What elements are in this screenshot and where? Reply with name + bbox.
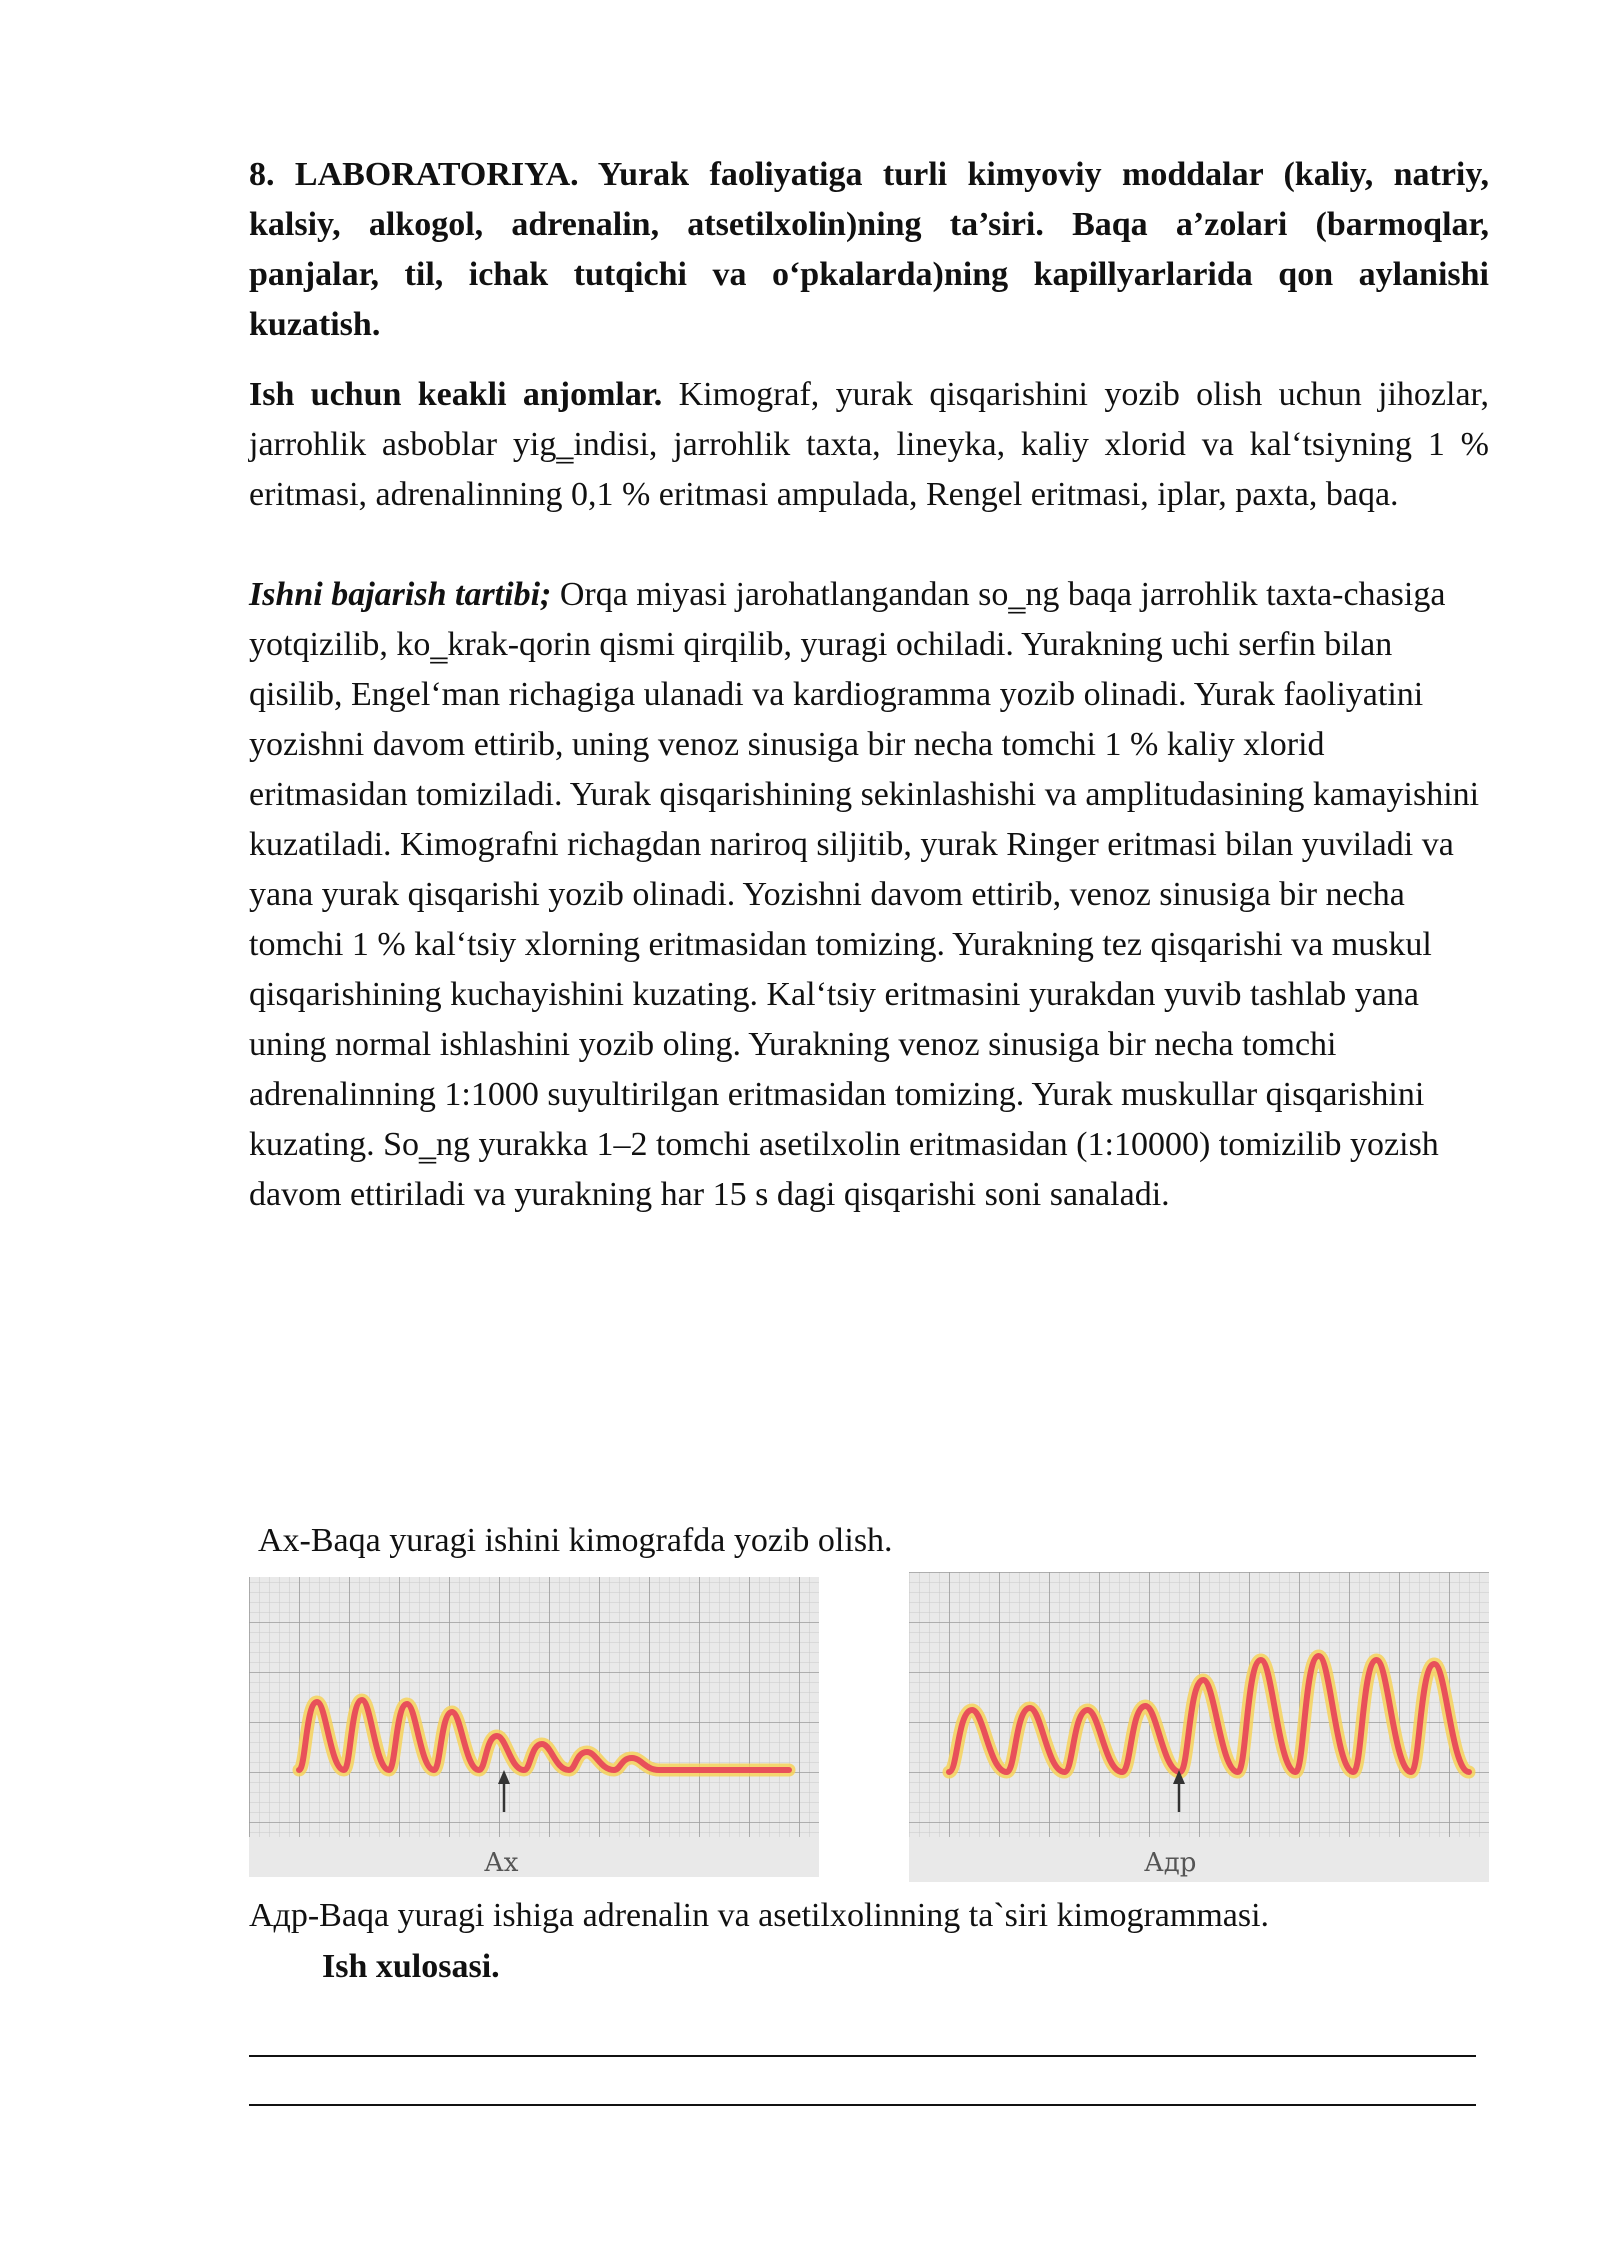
left-panel-grid bbox=[249, 1577, 819, 1837]
right-panel-label: Адр bbox=[1144, 1848, 1197, 1878]
materials-label: Ish uchun keakli anjomlar. bbox=[249, 376, 663, 413]
answer-line bbox=[249, 2104, 1476, 2106]
answer-line bbox=[249, 2055, 1476, 2057]
right-kymogram-panel bbox=[909, 1572, 1489, 1882]
materials-text: Kimograf, yurak qisqarishini yozib olish uchun jihozlar, jarrohlik asboblar yig‗indisi, jarrohlik taxta, lineyka, kaliy xlorid va kal‘tsiyning 1 % eritmasi, adrenalinning 0,1 % eritmasi ampulada, Rengel eritmasi, iplar, paxta, baqa. bbox=[249, 376, 1489, 513]
figure-caption-top: Ax-Baqa yuragi ishini kimografda yozib olish. bbox=[258, 1522, 893, 1559]
procedure-text: Orqa miyasi jarohatlangandan so‗ng baqa jarrohlik taxta-chasiga yotqizilib, ko‗krak-qorin qismi qirqilib, yuragi ochiladi. Yurakning uchi serfin bilan qisilib, Engel‘man richagiga ulanadi va kardiogramma yozib olinadi. Yurak faoliyatini yozishni davom ettirib, uning venoz sinusiga bir necha tomchi 1 % kaliy xlorid eritmasidan tomiziladi. Yurak qisqarishining sekinlashishi va amplitudasining kamayishini kuzatiladi. Kimografni richagdan nariroq siljitib, yurak Ringer eritmasi bilan yuviladi va yana yurak qisqarishi yozib olinadi. Yozishni davom ettirib, venoz sinusiga bir necha tomchi 1 % kal‘tsiy xlorning eritmasidan tomizing. Yurakning tez qisqarishi va muskul qisqarishining kuchayishini kuzating. Kal‘tsiy eritmasini yurakdan yuvib tashlab yana uning normal ishlashini yozib oling. Yurakning venoz sinusiga bir necha tomchi adrenalinning 1:1000 suyultirilgan eritmasidan tomizing. Yurak muskullar qisqarishini kuzating. So‗ng yurakka 1–2 tomchi asetilxolin eritmasidan (1:10000) tomizilib yozish davom ettiriladi va yurakning har 15 s dagi qisqarishi soni sanaladi. bbox=[249, 576, 1480, 1213]
kymogram-figure bbox=[249, 1572, 1489, 1892]
conclusion-label: Ish xulosasi. bbox=[322, 1948, 500, 1985]
left-panel-label: Ах bbox=[484, 1848, 519, 1878]
procedure-paragraph bbox=[249, 570, 1489, 1220]
procedure-label: Ishni bajarish tartibi; bbox=[249, 576, 552, 613]
lab-heading: 8. LABORATORIYA. Yurak faoliyatiga turli kimyoviy moddalar (kaliy, natriy, kalsiy, alkogol, adrenalin, atsetilxolin)ning ta’siri. Baqa a’zolari (barmoqlar, panjalar, til, ichak tutqichi va o‘pkalarda)ning kapillyarlarida qon aylanishi kuzatish. bbox=[249, 156, 1489, 343]
left-kymogram-panel bbox=[249, 1577, 819, 1878]
figure-caption-bottom: Адр-Baqa yuragi ishiga adrenalin va asetilxolinning ta`siri kimogrammasi. bbox=[249, 1897, 1270, 1934]
materials-paragraph bbox=[249, 370, 1489, 520]
